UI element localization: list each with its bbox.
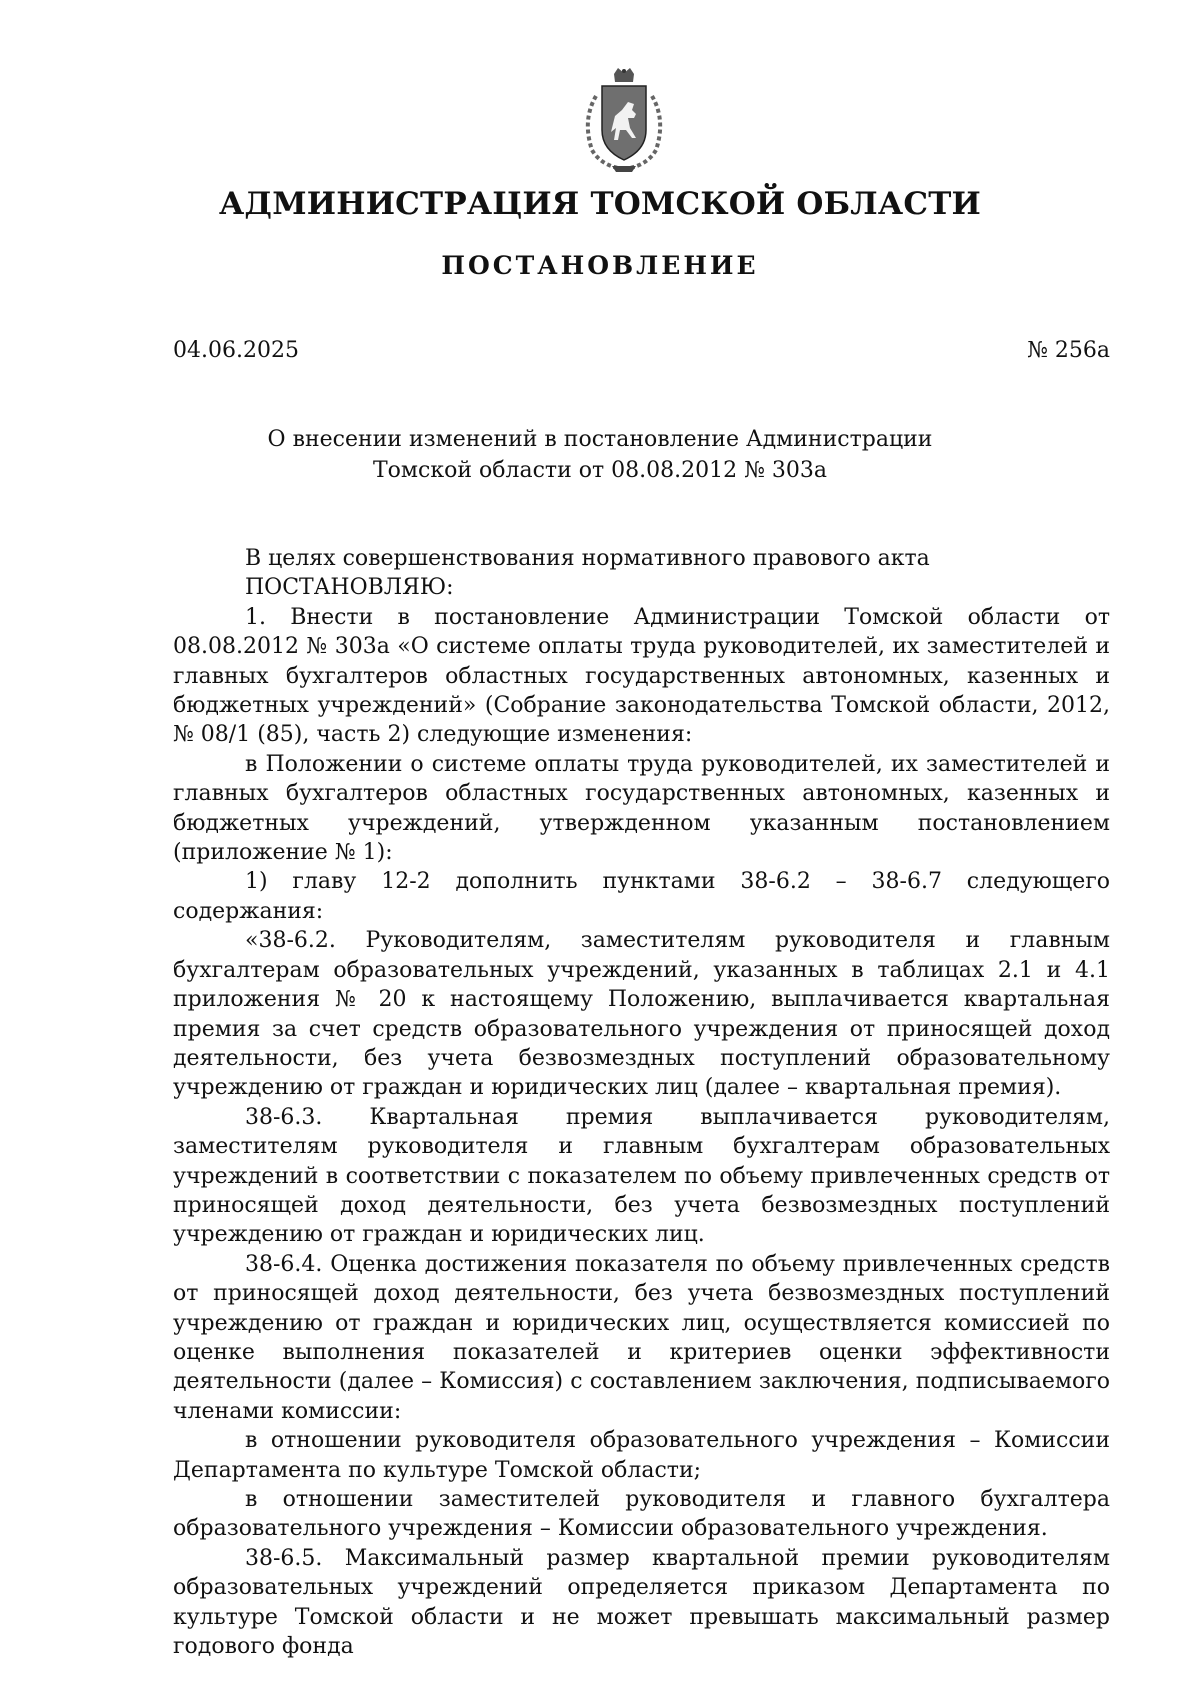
body-paragraph: в отношении заместителей руководителя и главного бухгалтера образовательного учреждения – Комиссии образовательного учреждения. (173, 1487, 1110, 1542)
body-paragraph: В целях совершенствования нормативного правового акта (245, 546, 930, 571)
body-paragraph: 38-6.3. Квартальная премия выплачивается руководителям, заместителям руководителя и главным бухгалтерам образовательных учреждений в соответствии с показателем по объему привлеченных средств от приносящей доход деятельности, без учета безвозмездных поступлений учреждению от граждан и юридических лиц. (173, 1104, 1110, 1248)
document-body (173, 544, 1110, 1661)
body-paragraph: 38-6.5. Максимальный размер квартальной премии руководителям образовательных учреждений определяется приказом Департамента по культуре Томской области и не может превышать максимальный размер годового фонда (173, 1545, 1110, 1660)
organization-title: АДМИНИСТРАЦИЯ ТОМСКОЙ ОБЛАСТИ (218, 186, 981, 222)
body-paragraph: ПОСТАНОВЛЯЮ: (245, 575, 454, 601)
subject-line-2: Томской области от 08.08.2012 № 303а (372, 458, 828, 483)
subject-line-1: О внесении изменений в постановление Администрации (267, 427, 933, 452)
document-number: № 256а (1027, 338, 1110, 363)
document-type: ПОСТАНОВЛЕНИЕ (441, 251, 759, 280)
document-date: 04.06.2025 (173, 338, 299, 363)
body-paragraph: «38-6.2. Руководителям, заместителям руководителя и главным бухгалтерам образовательных учреждений, указанных в таблицах 2.1 и 4.1 приложения № 20 к настоящему Положению, выплачивается квартальная премия за счет средств образовательного учреждения от приносящей доход деятельности, без учета безвозмездных поступлений образовательному учреждению от граждан и юридических лиц (далее – квартальная премия). (173, 928, 1110, 1101)
coat-of-arms-icon (578, 68, 670, 172)
body-paragraph: 38-6.4. Оценка достижения показателя по объему привлеченных средств от приносящей доход деятельности, без учета безвозмездных поступлений учреждению от граждан и юридических лиц, осуществляется комиссией по оценке выполнения показателей и критериев оценки эффективности деятельности (далее – Комиссия) с составлением заключения, подписываемого членами комиссии: (173, 1251, 1110, 1424)
body-paragraph: в Положении о системе оплаты труда руководителей, их заместителей и главных бухгалтеров областных государственных автономных, казенных и бюджетных учреждений, утвержденном указанным постановлением (приложение № 1): (173, 751, 1110, 866)
document-subject (0, 424, 1200, 486)
body-paragraph: 1) главу 12-2 дополнить пунктами 38-6.2 – 38-6.7 следующего содержания: (173, 869, 1110, 924)
body-paragraph: в отношении руководителя образовательного учреждения – Комиссии Департамента по культуре Томской области; (173, 1428, 1110, 1483)
body-paragraph: 1. Внести в постановление Администрации Томской области от 08.08.2012 № 303а «О системе оплаты труда руководителей, их заместителей и главных бухгалтеров областных государственных автономных, казенных и бюджетных учреждений» (Собрание законодательства Томской области, 2012, № 08/1 (85), часть 2) следующие изменения: (173, 604, 1110, 748)
